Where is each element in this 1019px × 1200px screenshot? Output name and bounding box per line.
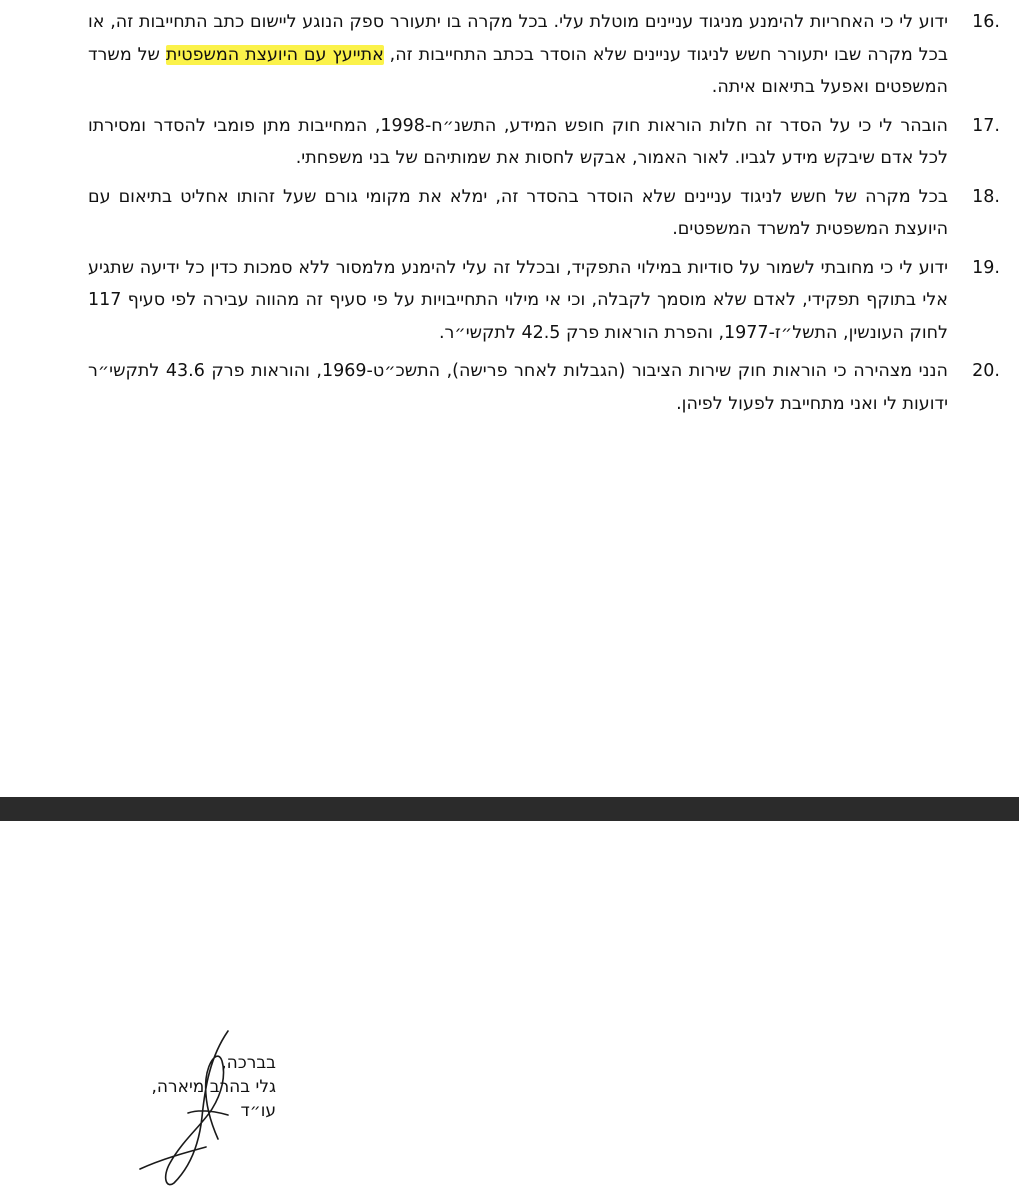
clause-list <box>88 6 1000 426</box>
highlighted-text: אתייעץ עם היועצת המשפטית <box>165 44 384 65</box>
clause-19 <box>88 252 1000 350</box>
clause-text: ידוע לי כי האחריות להימנע מניגוד עניינים מוטלת עלי. בכל מקרה בו יתעורר ספק הנוגע ליישום כתב התחייבות זה, או בכל מקרה שבו יתעורר חשש לניגוד עניינים שלא הוסדר בכתב התחייבות זה, <box>88 12 948 65</box>
clause-text: בכל מקרה של חשש לניגוד עניינים שלא הוסדר בהסדר זה, ימלא את מקומי גורם שעל זהותו אחליט בתיאום עם היועצת המשפטית למשרד המשפטים. <box>88 186 948 239</box>
clause-text: הובהר לי כי על הסדר זה חלות הוראות חוק חופש המידע, התשנ״ח-1998, המחייבות מתן פומבי להסדר ומסירתו לכל אדם שיבקש מידע לגביו. לאור האמור, אבקש לחסות את שמותיהם של בני משפחתי. <box>88 115 948 168</box>
document-page-bottom <box>0 821 1019 1200</box>
clause-18 <box>88 181 1000 246</box>
clause-number: 18. <box>972 186 1000 207</box>
clause-17 <box>88 110 1000 175</box>
clause-text: הנני מצהירה כי הוראות חוק שירות הציבור (הגבלות לאחר פרישה), התשכ״ט-1969, והוראות פרק 43.6 לתקשי״ר ידועות לי ואני מתחייבת לפעול לפיהן. <box>88 361 948 414</box>
signer-name: גלי בהרב מיארה, <box>151 1077 276 1097</box>
clause-20 <box>88 355 1000 420</box>
clause-text: של משרד המשפטים ואפעל בתיאום איתה. <box>88 44 948 97</box>
clause-number: 19. <box>972 257 1000 278</box>
closing-block <box>96 1051 276 1123</box>
closing-greeting: בברכה, <box>221 1053 276 1073</box>
page-break-bar <box>0 797 1019 821</box>
clause-16 <box>88 6 1000 104</box>
signer-title: עו״ד <box>240 1101 276 1121</box>
clause-number: 16. <box>972 12 1000 32</box>
clause-number: 17. <box>972 115 1000 136</box>
clause-number: 20. <box>972 361 1000 381</box>
clause-text: ידוע לי כי מחובתי לשמור על סודיות במילוי התפקיד, ובכלל זה עלי להימנע מלמסור ללא סמכות כדין כל ידיעה שתגיע אלי בתוקף תפקידי, לאדם שלא מוסמך לקבלה, וכי אי מילוי התחייבויות על פי סעיף זה מהווה עבירה לפי סעיף 117 לחוק העונשין, התשל״ז-1977, והפרת הוראות פרק 42.5 לתקשי״ר. <box>88 257 948 343</box>
